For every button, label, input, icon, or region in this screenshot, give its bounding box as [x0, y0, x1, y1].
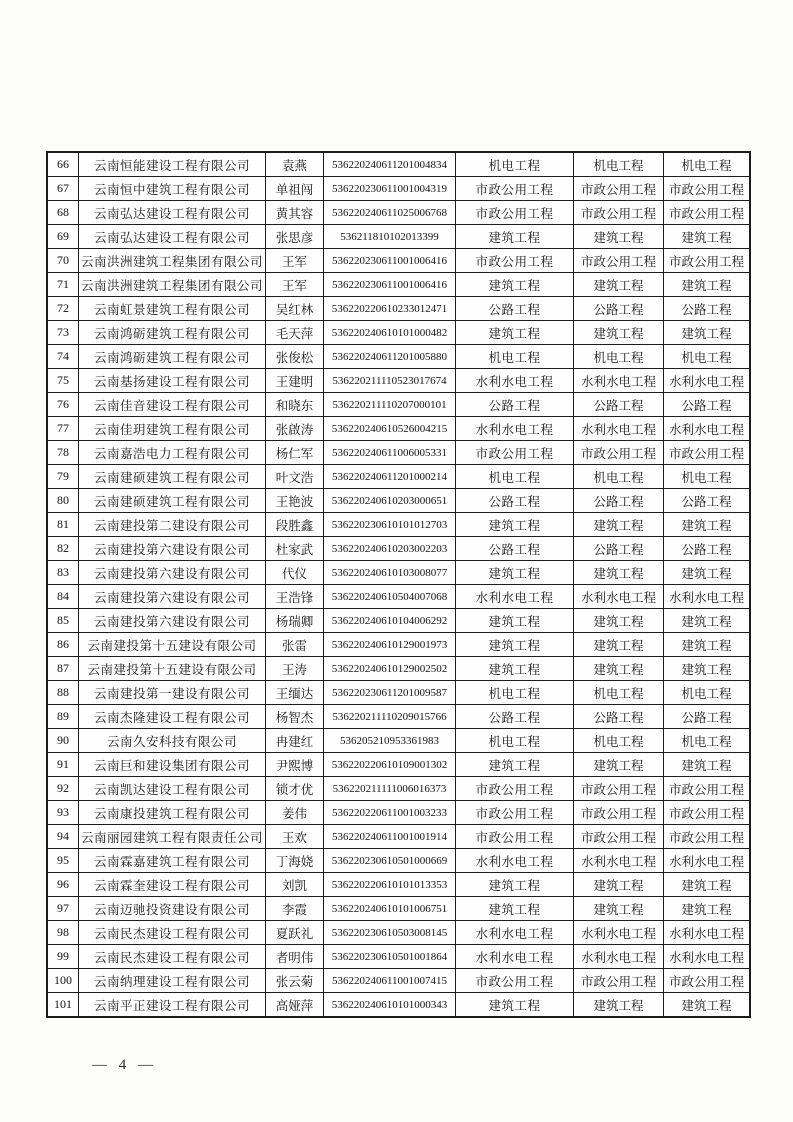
major-2: 公路工程	[574, 537, 664, 561]
table-row	[47, 561, 750, 585]
row-number: 86	[47, 633, 79, 657]
table-row	[47, 465, 750, 489]
major-1: 水利水电工程	[456, 369, 574, 393]
company-name: 云南建硕建筑工程有限公司	[79, 489, 266, 513]
major-3: 机电工程	[664, 729, 751, 753]
major-1: 机电工程	[456, 465, 574, 489]
company-name: 云南恒能建设工程有限公司	[79, 152, 266, 177]
table-row	[47, 177, 750, 201]
table-row	[47, 585, 750, 609]
company-name: 云南建投第一建设有限公司	[79, 681, 266, 705]
certificate-table	[46, 151, 751, 1018]
table-row	[47, 417, 750, 441]
table-row	[47, 225, 750, 249]
row-number: 72	[47, 297, 79, 321]
major-1: 建筑工程	[456, 561, 574, 585]
certificate-number: 536220230611201009587	[324, 681, 456, 705]
certificate-number: 536220230611001006416	[324, 273, 456, 297]
major-1: 建筑工程	[456, 657, 574, 681]
certificate-number: 536220230611001006416	[324, 249, 456, 273]
major-1: 市政公用工程	[456, 801, 574, 825]
major-1: 市政公用工程	[456, 249, 574, 273]
row-number: 79	[47, 465, 79, 489]
company-name: 云南建投第十五建设有限公司	[79, 657, 266, 681]
major-2: 市政公用工程	[574, 177, 664, 201]
certificate-number: 536220220610233012471	[324, 297, 456, 321]
company-name: 云南佳玥建筑工程有限公司	[79, 417, 266, 441]
certificate-number: 536220240610104006292	[324, 609, 456, 633]
certificate-number: 536220240610526004215	[324, 417, 456, 441]
major-2: 公路工程	[574, 705, 664, 729]
certificate-number: 536220230610503008145	[324, 921, 456, 945]
company-name: 云南建投第六建设有限公司	[79, 537, 266, 561]
row-number: 91	[47, 753, 79, 777]
table-row	[47, 489, 750, 513]
major-1: 市政公用工程	[456, 441, 574, 465]
major-1: 水利水电工程	[456, 417, 574, 441]
certificate-number: 536220240610129001973	[324, 633, 456, 657]
major-2: 水利水电工程	[574, 849, 664, 873]
major-2: 建筑工程	[574, 225, 664, 249]
major-3: 建筑工程	[664, 993, 751, 1018]
major-3: 市政公用工程	[664, 249, 751, 273]
certificate-number: 536220240610101000482	[324, 321, 456, 345]
person-name: 王艳波	[266, 489, 324, 513]
major-3: 建筑工程	[664, 273, 751, 297]
major-3: 建筑工程	[664, 513, 751, 537]
person-name: 张思彦	[266, 225, 324, 249]
major-2: 建筑工程	[574, 633, 664, 657]
major-1: 建筑工程	[456, 633, 574, 657]
row-number: 77	[47, 417, 79, 441]
person-name: 尹熙博	[266, 753, 324, 777]
major-3: 市政公用工程	[664, 801, 751, 825]
person-name: 黄其容	[266, 201, 324, 225]
person-name: 丁海娆	[266, 849, 324, 873]
row-number: 80	[47, 489, 79, 513]
row-number: 83	[47, 561, 79, 585]
company-name: 云南纳理建设工程有限公司	[79, 969, 266, 993]
major-2: 市政公用工程	[574, 201, 664, 225]
table-row	[47, 849, 750, 873]
person-name: 王缅达	[266, 681, 324, 705]
company-name: 云南鸿砺建筑工程有限公司	[79, 321, 266, 345]
major-1: 建筑工程	[456, 225, 574, 249]
company-name: 云南久安科技有限公司	[79, 729, 266, 753]
major-2: 公路工程	[574, 297, 664, 321]
row-number: 75	[47, 369, 79, 393]
major-2: 水利水电工程	[574, 921, 664, 945]
major-1: 公路工程	[456, 705, 574, 729]
major-1: 建筑工程	[456, 273, 574, 297]
major-1: 建筑工程	[456, 873, 574, 897]
major-2: 市政公用工程	[574, 441, 664, 465]
row-number: 98	[47, 921, 79, 945]
major-1: 水利水电工程	[456, 849, 574, 873]
company-name: 云南弘达建设工程有限公司	[79, 201, 266, 225]
major-1: 公路工程	[456, 489, 574, 513]
major-1: 机电工程	[456, 729, 574, 753]
major-1: 水利水电工程	[456, 921, 574, 945]
major-2: 公路工程	[574, 393, 664, 417]
major-1: 建筑工程	[456, 897, 574, 921]
person-name: 夏跃礼	[266, 921, 324, 945]
company-name: 云南洪洲建筑工程集团有限公司	[79, 249, 266, 273]
major-1: 机电工程	[456, 681, 574, 705]
company-name: 云南凯达建设工程有限公司	[79, 777, 266, 801]
major-3: 水利水电工程	[664, 585, 751, 609]
major-2: 建筑工程	[574, 897, 664, 921]
row-number: 85	[47, 609, 79, 633]
person-name: 王涛	[266, 657, 324, 681]
company-name: 云南建投第二建设有限公司	[79, 513, 266, 537]
person-name: 吴红林	[266, 297, 324, 321]
table-row	[47, 705, 750, 729]
row-number: 73	[47, 321, 79, 345]
certificate-number: 536220220610109001302	[324, 753, 456, 777]
company-name: 云南丽园建筑工程有限责任公司	[79, 825, 266, 849]
certificate-number: 536220240610103008077	[324, 561, 456, 585]
company-name: 云南民杰建设工程有限公司	[79, 921, 266, 945]
table-row	[47, 993, 750, 1018]
person-name: 杜家武	[266, 537, 324, 561]
certificate-number: 536220240610101006751	[324, 897, 456, 921]
company-name: 云南迈驰投资建设有限公司	[79, 897, 266, 921]
certificate-number: 536220240610504007068	[324, 585, 456, 609]
person-name: 叶文浩	[266, 465, 324, 489]
major-2: 市政公用工程	[574, 825, 664, 849]
major-3: 公路工程	[664, 537, 751, 561]
major-1: 公路工程	[456, 537, 574, 561]
company-name: 云南虹景建筑工程有限公司	[79, 297, 266, 321]
certificate-number: 536220230611001004319	[324, 177, 456, 201]
major-1: 市政公用工程	[456, 825, 574, 849]
certificate-number: 536220240611006005331	[324, 441, 456, 465]
major-2: 机电工程	[574, 345, 664, 369]
row-number: 89	[47, 705, 79, 729]
certificate-number: 536220211111006016373	[324, 777, 456, 801]
company-name: 云南巨和建设集团有限公司	[79, 753, 266, 777]
row-number: 71	[47, 273, 79, 297]
person-name: 王军	[266, 273, 324, 297]
person-name: 王欢	[266, 825, 324, 849]
major-2: 建筑工程	[574, 513, 664, 537]
major-3: 机电工程	[664, 681, 751, 705]
major-1: 建筑工程	[456, 609, 574, 633]
major-3: 市政公用工程	[664, 177, 751, 201]
certificate-number: 536205210953361983	[324, 729, 456, 753]
certificate-number: 536220240611201005880	[324, 345, 456, 369]
row-number: 76	[47, 393, 79, 417]
major-3: 建筑工程	[664, 321, 751, 345]
company-name: 云南霖嘉建筑工程有限公司	[79, 849, 266, 873]
table-row	[47, 513, 750, 537]
table-row	[47, 321, 750, 345]
major-1: 水利水电工程	[456, 585, 574, 609]
major-3: 建筑工程	[664, 561, 751, 585]
certificate-number: 536220240611001007415	[324, 969, 456, 993]
row-number: 93	[47, 801, 79, 825]
row-number: 99	[47, 945, 79, 969]
major-3: 建筑工程	[664, 897, 751, 921]
certificate-number: 536220240610129002502	[324, 657, 456, 681]
certificate-number: 536220230610501001864	[324, 945, 456, 969]
major-3: 建筑工程	[664, 753, 751, 777]
certificate-number: 536220240610203000651	[324, 489, 456, 513]
major-2: 水利水电工程	[574, 945, 664, 969]
certificate-number: 536220211110207000101	[324, 393, 456, 417]
row-number: 94	[47, 825, 79, 849]
major-3: 机电工程	[664, 152, 751, 177]
major-1: 水利水电工程	[456, 945, 574, 969]
major-3: 市政公用工程	[664, 825, 751, 849]
table-row	[47, 345, 750, 369]
row-number: 84	[47, 585, 79, 609]
row-number: 67	[47, 177, 79, 201]
table-row	[47, 657, 750, 681]
major-3: 建筑工程	[664, 657, 751, 681]
table-row	[47, 801, 750, 825]
person-name: 张云菊	[266, 969, 324, 993]
table-row	[47, 609, 750, 633]
table-row	[47, 681, 750, 705]
row-number: 92	[47, 777, 79, 801]
table-row	[47, 945, 750, 969]
table-row	[47, 969, 750, 993]
row-number: 87	[47, 657, 79, 681]
table-row	[47, 777, 750, 801]
certificate-number: 536220240611201004834	[324, 152, 456, 177]
major-2: 机电工程	[574, 152, 664, 177]
company-name: 云南恒中建筑工程有限公司	[79, 177, 266, 201]
major-3: 市政公用工程	[664, 201, 751, 225]
certificate-number: 536211810102013399	[324, 225, 456, 249]
certificate-number: 536220240610101000343	[324, 993, 456, 1018]
company-name: 云南建硕建筑工程有限公司	[79, 465, 266, 489]
certificate-number: 536220240610203002203	[324, 537, 456, 561]
major-3: 公路工程	[664, 705, 751, 729]
table-row	[47, 441, 750, 465]
certificate-number: 536220230610501000669	[324, 849, 456, 873]
major-3: 公路工程	[664, 393, 751, 417]
major-2: 水利水电工程	[574, 417, 664, 441]
table-row	[47, 249, 750, 273]
person-name: 冉建红	[266, 729, 324, 753]
major-3: 建筑工程	[664, 609, 751, 633]
major-2: 机电工程	[574, 465, 664, 489]
certificate-number: 536220211110209015766	[324, 705, 456, 729]
company-name: 云南弘达建设工程有限公司	[79, 225, 266, 249]
person-name: 张俊松	[266, 345, 324, 369]
person-name: 姜伟	[266, 801, 324, 825]
row-number: 70	[47, 249, 79, 273]
major-3: 建筑工程	[664, 633, 751, 657]
major-2: 建筑工程	[574, 561, 664, 585]
major-3: 市政公用工程	[664, 777, 751, 801]
person-name: 毛天萍	[266, 321, 324, 345]
major-2: 建筑工程	[574, 873, 664, 897]
table-row	[47, 633, 750, 657]
company-name: 云南鸿砺建筑工程有限公司	[79, 345, 266, 369]
company-name: 云南建投第十五建设有限公司	[79, 633, 266, 657]
table-row	[47, 897, 750, 921]
major-3: 水利水电工程	[664, 921, 751, 945]
page-number: — 4 —	[92, 1057, 157, 1073]
person-name: 张雷	[266, 633, 324, 657]
major-3: 水利水电工程	[664, 849, 751, 873]
person-name: 张啟涛	[266, 417, 324, 441]
company-name: 云南佳音建设工程有限公司	[79, 393, 266, 417]
company-name: 云南建投第六建设有限公司	[79, 609, 266, 633]
person-name: 王浩锋	[266, 585, 324, 609]
table-row	[47, 369, 750, 393]
row-number: 74	[47, 345, 79, 369]
major-3: 市政公用工程	[664, 969, 751, 993]
major-3: 公路工程	[664, 297, 751, 321]
major-2: 市政公用工程	[574, 249, 664, 273]
row-number: 81	[47, 513, 79, 537]
certificate-number: 536220240611001001914	[324, 825, 456, 849]
major-1: 市政公用工程	[456, 177, 574, 201]
table-row	[47, 201, 750, 225]
person-name: 和晓东	[266, 393, 324, 417]
company-name: 云南民杰建设工程有限公司	[79, 945, 266, 969]
table-row	[47, 537, 750, 561]
company-name: 云南建投第六建设有限公司	[79, 585, 266, 609]
company-name: 云南霖奎建设工程有限公司	[79, 873, 266, 897]
major-2: 建筑工程	[574, 321, 664, 345]
major-2: 市政公用工程	[574, 777, 664, 801]
major-1: 机电工程	[456, 345, 574, 369]
major-2: 建筑工程	[574, 993, 664, 1018]
major-2: 机电工程	[574, 681, 664, 705]
certificate-table-body	[47, 152, 750, 1017]
table-row	[47, 873, 750, 897]
major-1: 公路工程	[456, 393, 574, 417]
table-row	[47, 393, 750, 417]
major-3: 机电工程	[664, 465, 751, 489]
certificate-number: 536220220610101013353	[324, 873, 456, 897]
person-name: 刘凯	[266, 873, 324, 897]
table-row	[47, 729, 750, 753]
table-row	[47, 825, 750, 849]
row-number: 101	[47, 993, 79, 1018]
row-number: 82	[47, 537, 79, 561]
certificate-number: 536220211110523017674	[324, 369, 456, 393]
row-number: 68	[47, 201, 79, 225]
company-name: 云南康投建筑工程有限公司	[79, 801, 266, 825]
person-name: 单祖闯	[266, 177, 324, 201]
certificate-number: 536220240611201000214	[324, 465, 456, 489]
person-name: 王军	[266, 249, 324, 273]
major-2: 建筑工程	[574, 657, 664, 681]
person-name: 锁才优	[266, 777, 324, 801]
major-2: 市政公用工程	[574, 801, 664, 825]
person-name: 段胜鑫	[266, 513, 324, 537]
person-name: 杨智杰	[266, 705, 324, 729]
major-2: 公路工程	[574, 489, 664, 513]
company-name: 云南洪洲建筑工程集团有限公司	[79, 273, 266, 297]
major-2: 建筑工程	[574, 273, 664, 297]
person-name: 袁燕	[266, 152, 324, 177]
major-3: 水利水电工程	[664, 417, 751, 441]
major-2: 水利水电工程	[574, 585, 664, 609]
certificate-number: 536220230610101012703	[324, 513, 456, 537]
company-name: 云南建投第六建设有限公司	[79, 561, 266, 585]
major-2: 机电工程	[574, 729, 664, 753]
table-row	[47, 921, 750, 945]
company-name: 云南杰隆建设工程有限公司	[79, 705, 266, 729]
major-3: 建筑工程	[664, 225, 751, 249]
row-number: 90	[47, 729, 79, 753]
major-3: 水利水电工程	[664, 369, 751, 393]
certificate-number: 536220240611025006768	[324, 201, 456, 225]
row-number: 69	[47, 225, 79, 249]
major-3: 水利水电工程	[664, 945, 751, 969]
major-1: 建筑工程	[456, 993, 574, 1018]
person-name: 杨仁军	[266, 441, 324, 465]
row-number: 78	[47, 441, 79, 465]
major-3: 公路工程	[664, 489, 751, 513]
major-3: 市政公用工程	[664, 441, 751, 465]
table-row	[47, 273, 750, 297]
person-name: 李霞	[266, 897, 324, 921]
company-name: 云南平正建设工程有限公司	[79, 993, 266, 1018]
major-1: 公路工程	[456, 297, 574, 321]
major-2: 水利水电工程	[574, 369, 664, 393]
person-name: 者明伟	[266, 945, 324, 969]
major-1: 市政公用工程	[456, 201, 574, 225]
major-3: 建筑工程	[664, 873, 751, 897]
major-1: 机电工程	[456, 152, 574, 177]
major-3: 机电工程	[664, 345, 751, 369]
major-2: 市政公用工程	[574, 969, 664, 993]
person-name: 杨瑞卿	[266, 609, 324, 633]
major-1: 市政公用工程	[456, 969, 574, 993]
company-name: 云南嘉浩电力工程有限公司	[79, 441, 266, 465]
row-number: 97	[47, 897, 79, 921]
major-1: 建筑工程	[456, 321, 574, 345]
row-number: 95	[47, 849, 79, 873]
row-number: 100	[47, 969, 79, 993]
row-number: 66	[47, 152, 79, 177]
person-name: 王建明	[266, 369, 324, 393]
table-row	[47, 753, 750, 777]
major-2: 建筑工程	[574, 753, 664, 777]
major-1: 建筑工程	[456, 513, 574, 537]
major-2: 建筑工程	[574, 609, 664, 633]
major-1: 建筑工程	[456, 753, 574, 777]
table-row	[47, 297, 750, 321]
certificate-number: 536220220611001003233	[324, 801, 456, 825]
person-name: 高娅萍	[266, 993, 324, 1018]
row-number: 96	[47, 873, 79, 897]
row-number: 88	[47, 681, 79, 705]
company-name: 云南基扬建设工程有限公司	[79, 369, 266, 393]
table-row	[47, 152, 750, 177]
person-name: 代仪	[266, 561, 324, 585]
major-1: 市政公用工程	[456, 777, 574, 801]
